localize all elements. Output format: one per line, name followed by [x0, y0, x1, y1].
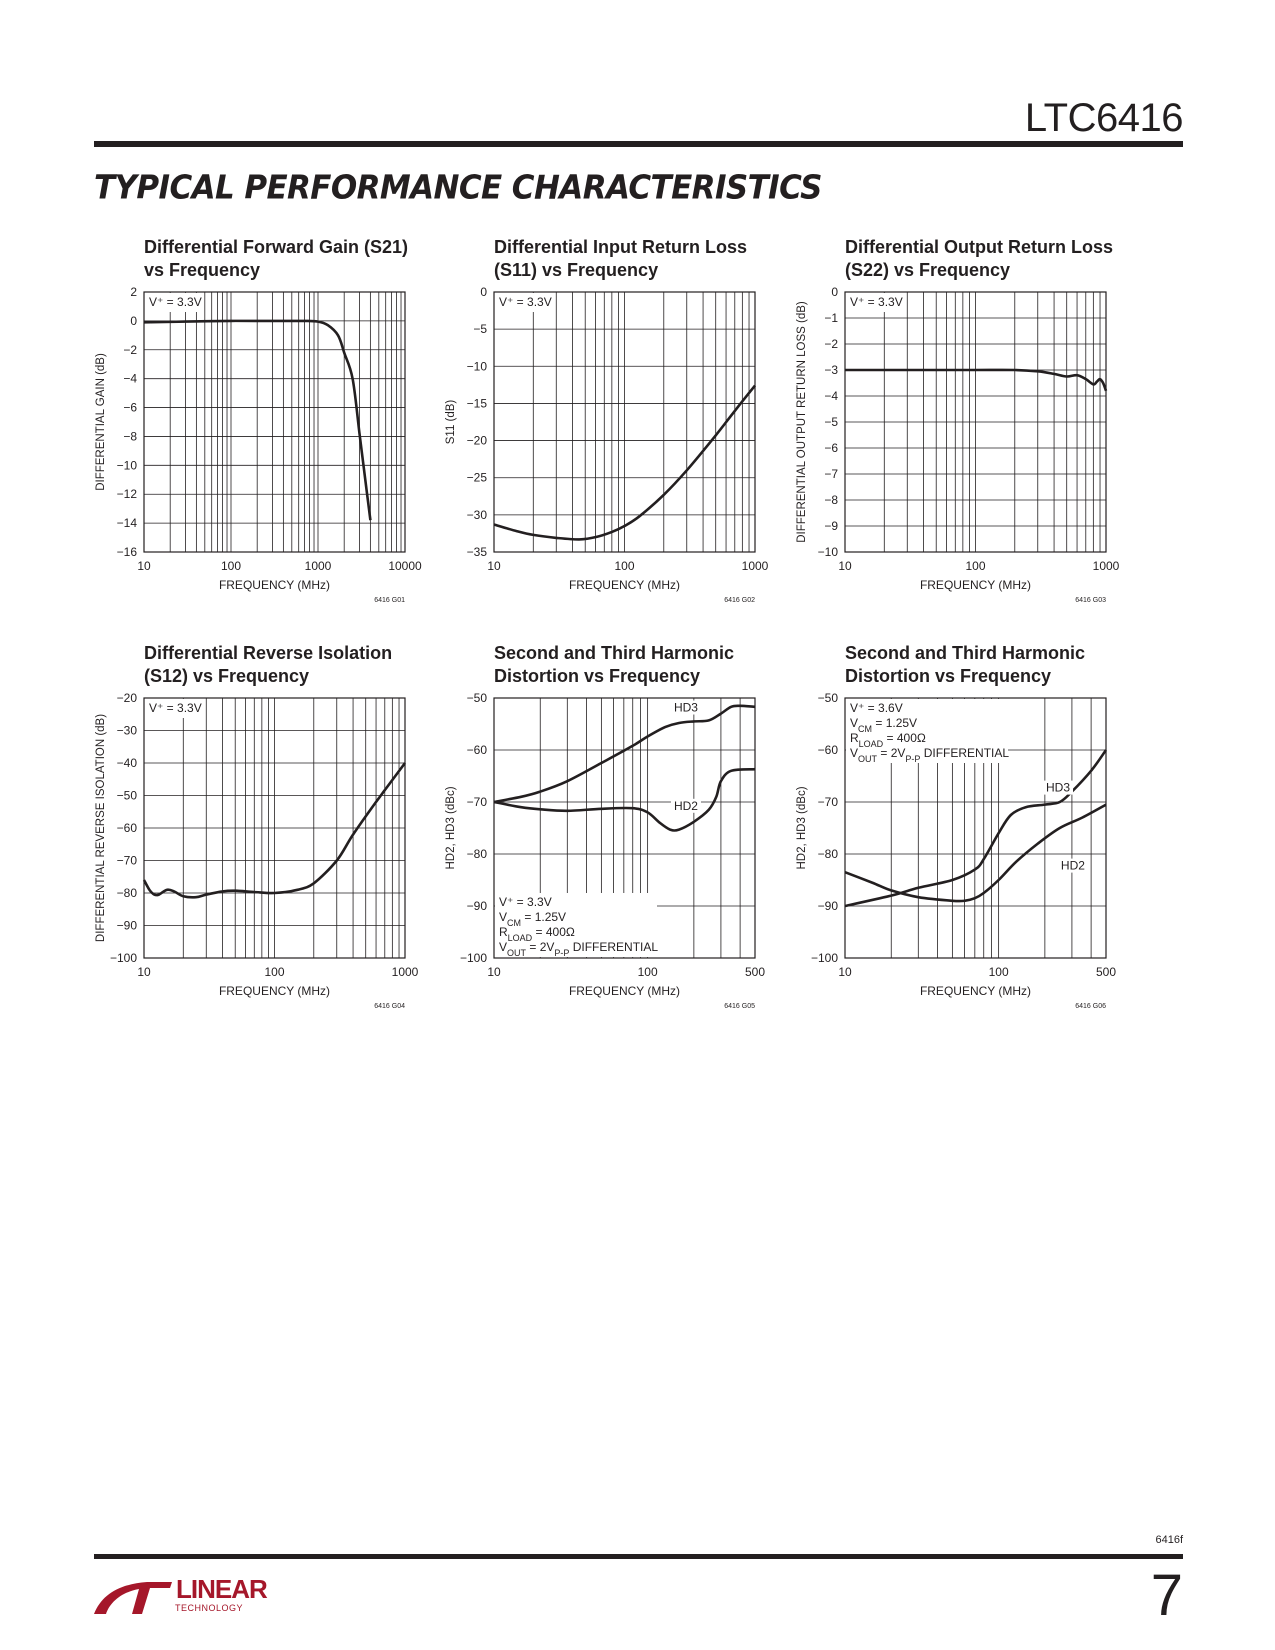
y-tick-label: 0	[480, 285, 487, 299]
chart-title-line1: Differential Forward Gain (S21)	[144, 237, 409, 257]
series-label-hd3: HD3	[1046, 780, 1071, 795]
x-tick-label: 100	[220, 559, 242, 573]
figure-code: 6416 G03	[1075, 597, 1106, 604]
chart-title-line2: vs Frequency	[144, 260, 261, 280]
x-tick-label: 1000	[741, 559, 769, 573]
x-axis-label: FREQUENCY (MHz)	[218, 984, 331, 998]
y-tick-label: −12	[116, 487, 137, 502]
y-tick-label: −2	[824, 337, 838, 351]
y-tick-label: −6	[123, 400, 137, 415]
y-tick-label: −100	[459, 951, 487, 965]
x-tick-label: 1000	[1092, 559, 1120, 573]
y-tick-label: −4	[123, 371, 137, 386]
x-tick-label: 100	[637, 965, 658, 979]
x-tick-label: 500	[744, 965, 766, 979]
chart-title-line1: Second and Third Harmonic	[494, 643, 735, 663]
part-number: LTC6416	[1024, 96, 1183, 140]
y-tick-label: −90	[116, 918, 137, 933]
annotation-text: V⁺ = 3.3V	[499, 295, 552, 309]
annotation-text: $R_{LOAD} = 400\Omega$	[850, 731, 926, 749]
series-line-hd3	[845, 750, 1106, 906]
y-tick-label: −70	[116, 853, 137, 868]
y-axis-label: DIFFERENTIAL OUTPUT RETURN LOSS (dB)	[796, 301, 808, 543]
y-tick-label: −30	[466, 507, 487, 522]
revision-code: 6416f	[1155, 1534, 1183, 1546]
x-tick-label: 100	[264, 965, 285, 979]
y-tick-label: −40	[116, 756, 137, 770]
footer-rule	[94, 1554, 1183, 1559]
chart-title-line2: (S22) vs Frequency	[845, 260, 1011, 280]
annotation-text: $V_{OUT} = 2V_{P-P}$ DIFFERENTIAL	[499, 940, 659, 958]
x-tick-label: 10	[838, 965, 852, 979]
figure-code: 6416 G02	[724, 597, 755, 604]
y-tick-label: −20	[466, 433, 487, 448]
series-label-hd2: HD2	[1060, 858, 1085, 873]
x-tick-label: 500	[1095, 965, 1117, 979]
y-tick-label: −100	[109, 951, 137, 965]
x-tick-label: 1000	[391, 965, 419, 979]
x-axis-label: FREQUENCY (MHz)	[568, 578, 681, 592]
y-tick-label: −10	[116, 458, 137, 473]
annotation-text: V⁺ = 3.6V	[850, 701, 903, 715]
chart-title-line1: Differential Output Return Loss	[845, 237, 1114, 257]
y-tick-label: −5	[473, 322, 487, 337]
y-tick-label: −70	[817, 795, 838, 809]
x-tick-label: 10	[137, 559, 151, 573]
x-tick-label: 1000	[304, 559, 332, 573]
y-axis-label: S11 (dB)	[445, 399, 457, 445]
y-axis-label: HD2, HD3 (dBc)	[445, 786, 457, 870]
y-tick-label: −50	[116, 788, 137, 803]
y-tick-label: −10	[466, 359, 487, 374]
y-tick-label: −2	[123, 342, 137, 357]
figure-code: 6416 G05	[724, 1003, 755, 1010]
y-tick-label: −60	[466, 743, 487, 757]
y-axis-label: DIFFERENTIAL GAIN (dB)	[95, 353, 107, 491]
y-tick-label: −100	[810, 951, 838, 965]
y-tick-label: −8	[123, 429, 137, 444]
y-tick-label: −20	[116, 691, 137, 705]
y-tick-label: −35	[466, 545, 487, 559]
y-tick-label: −1	[824, 311, 838, 325]
y-tick-label: −90	[817, 899, 838, 913]
logo-wordmark: LINEAR	[176, 1574, 267, 1604]
y-tick-label: −6	[824, 441, 838, 455]
x-axis-label: FREQUENCY (MHz)	[568, 984, 681, 998]
section-title: TYPICAL PERFORMANCE CHARACTERISTICS	[94, 169, 822, 207]
y-tick-label: −5	[824, 415, 838, 429]
figure-code: 6416 G06	[1075, 1003, 1106, 1010]
y-tick-label: −60	[116, 821, 137, 835]
x-axis-label: FREQUENCY (MHz)	[919, 984, 1032, 998]
y-tick-label: −90	[466, 899, 487, 913]
x-tick-label: 10	[487, 559, 501, 573]
y-tick-label: −50	[817, 691, 838, 705]
y-tick-label: −9	[824, 519, 838, 533]
y-tick-label: −4	[824, 389, 838, 403]
annotation-text: V⁺ = 3.3V	[499, 895, 552, 909]
chart-title-line2: Distortion vs Frequency	[845, 666, 1052, 686]
page-number: 7	[1150, 1563, 1183, 1628]
figure-code: 6416 G01	[374, 597, 405, 604]
x-tick-label: 100	[988, 965, 1009, 979]
x-axis-label: FREQUENCY (MHz)	[218, 578, 331, 592]
y-tick-label: −25	[466, 470, 487, 485]
chart-title-line1: Differential Reverse Isolation	[144, 643, 393, 663]
y-tick-label: −80	[466, 847, 487, 861]
y-axis-label: HD2, HD3 (dBc)	[796, 786, 808, 870]
x-tick-label: 100	[614, 559, 635, 573]
x-tick-label: 10	[838, 559, 852, 573]
y-tick-label: 2	[130, 285, 137, 299]
annotation-text: $V_{OUT} = 2V_{P-P}$ DIFFERENTIAL	[850, 746, 1010, 764]
chart-title-line2: Distortion vs Frequency	[494, 666, 701, 686]
series-label-hd3: HD3	[673, 700, 698, 715]
y-tick-label: −10	[817, 545, 838, 559]
chart-title-line2: (S12) vs Frequency	[144, 666, 310, 686]
series-line-hd2	[845, 805, 1106, 902]
annotation-text: V⁺ = 3.3V	[850, 295, 903, 309]
y-tick-label: −8	[824, 493, 838, 507]
y-tick-label: −3	[824, 363, 838, 377]
x-axis-label: FREQUENCY (MHz)	[919, 578, 1032, 592]
figure-code: 6416 G04	[374, 1003, 405, 1010]
series-label-hd2: HD2	[673, 798, 698, 813]
annotation-text: $V_{CM} = 1.25V$	[850, 716, 918, 734]
chart-title-line1: Differential Input Return Loss	[494, 237, 748, 257]
x-tick-label: 10000	[388, 559, 422, 573]
annotation-text: $R_{LOAD} = 400\Omega$	[499, 925, 575, 943]
y-tick-label: −50	[466, 691, 487, 705]
y-tick-label: −16	[116, 545, 137, 559]
y-tick-label: −7	[824, 467, 838, 481]
y-tick-label: −14	[116, 516, 137, 531]
y-tick-label: −70	[466, 795, 487, 809]
annotation-text: V⁺ = 3.3V	[149, 295, 202, 309]
y-tick-label: −30	[116, 723, 137, 738]
x-tick-label: 10	[487, 965, 501, 979]
y-tick-label: −80	[116, 886, 137, 900]
chart-title-line2: (S11) vs Frequency	[494, 260, 659, 280]
x-tick-label: 10	[137, 965, 151, 979]
y-tick-label: −60	[817, 743, 838, 757]
x-tick-label: 100	[965, 559, 986, 573]
y-tick-label: −80	[817, 847, 838, 861]
y-axis-label: DIFFERENTIAL REVERSE ISOLATION (dB)	[95, 713, 107, 943]
y-tick-label: 0	[130, 313, 137, 328]
y-tick-label: −15	[466, 396, 487, 411]
chart-title-line1: Second and Third Harmonic	[845, 643, 1086, 663]
logo-subtitle: TECHNOLOGY	[175, 1603, 244, 1613]
annotation-text: V⁺ = 3.3V	[149, 701, 202, 715]
y-tick-label: 0	[831, 285, 838, 299]
annotation-text: $V_{CM} = 1.25V$	[499, 910, 567, 928]
